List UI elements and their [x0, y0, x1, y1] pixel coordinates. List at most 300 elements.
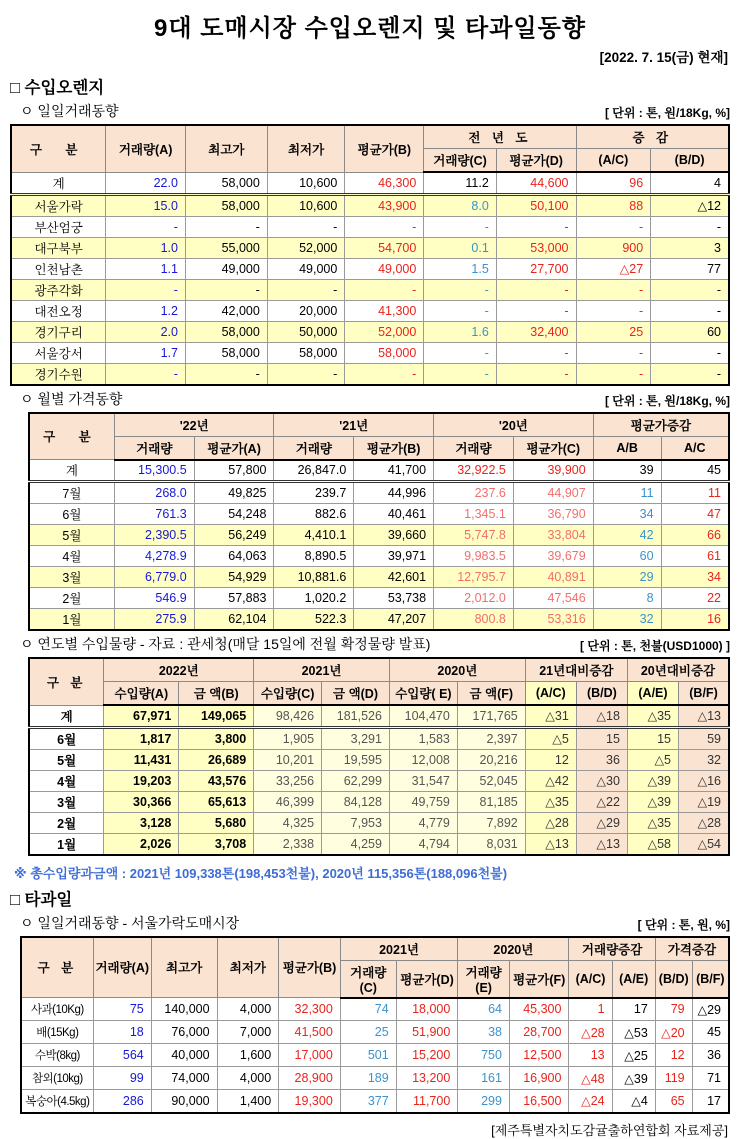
- table-cell: 52,000: [267, 237, 345, 258]
- table-cell: 18: [93, 1021, 151, 1044]
- table-cell: -: [106, 279, 186, 300]
- table-cell: -: [496, 363, 576, 385]
- table-cell: 90,000: [151, 1090, 217, 1113]
- table-cell: 4,000: [217, 998, 279, 1021]
- table-cell: -: [651, 279, 729, 300]
- table-cell: 12,795.7: [434, 567, 514, 588]
- header-high-price: 최고가: [151, 937, 217, 998]
- table-cell: 12,500: [509, 1044, 568, 1067]
- daily-subtitle: ㅇ 일일거래동향: [20, 103, 119, 119]
- yearly-import-table: [28, 657, 730, 856]
- table-cell: △35: [525, 791, 576, 812]
- row-label: 배(15Kg): [21, 1021, 93, 1044]
- header-b-over-d: (B/D): [651, 149, 729, 173]
- table-cell: 28,900: [279, 1067, 341, 1090]
- table-cell: 1.6: [424, 321, 497, 342]
- table-cell: 900: [576, 237, 651, 258]
- table-cell: 11: [661, 482, 729, 504]
- table-cell: -: [651, 342, 729, 363]
- table-cell: -: [267, 363, 345, 385]
- table-cell: 39,660: [354, 525, 434, 546]
- table-row: [21, 998, 729, 1021]
- table-cell: 8,890.5: [274, 546, 354, 567]
- header-a-over-b: A/B: [593, 436, 661, 460]
- yearly-unit-label: [ 단위 : 톤, 천불(USD1000) ]: [580, 639, 730, 653]
- table-cell: 1: [569, 998, 612, 1021]
- monthly-table-header: [29, 413, 729, 460]
- yearly-subtitle: ㅇ 연도별 수입물량 - 자료 : 관세청(매달 15일에 전월 확정물량 발표): [20, 636, 431, 652]
- table-cell: 1,020.2: [274, 588, 354, 609]
- table-cell: 39: [593, 460, 661, 482]
- table-cell: △28: [569, 1021, 612, 1044]
- table-cell: △27: [576, 258, 651, 279]
- table-cell: 98,426: [254, 705, 322, 727]
- table-row: [29, 460, 729, 482]
- table-cell: 140,000: [151, 998, 217, 1021]
- header-qty-c: 거래량(C): [424, 149, 497, 173]
- table-cell: 36,790: [513, 504, 593, 525]
- table-cell: 4,325: [254, 812, 322, 833]
- table-cell: 1.0: [106, 237, 186, 258]
- table-row: [29, 609, 729, 631]
- table-cell: 1.5: [424, 258, 497, 279]
- table-cell: 16,900: [509, 1067, 568, 1090]
- table-cell: 59: [679, 727, 729, 749]
- table-cell: -: [496, 300, 576, 321]
- header-low-price: 최저가: [217, 937, 279, 998]
- table-cell: 6,779.0: [114, 567, 194, 588]
- table-cell: 275.9: [114, 609, 194, 631]
- row-label: 참외(10kg): [21, 1067, 93, 1090]
- table-cell: 800.8: [434, 609, 514, 631]
- table-cell: 2,390.5: [114, 525, 194, 546]
- table-cell: 58,000: [185, 194, 267, 216]
- fruits-table-body: [21, 998, 729, 1113]
- table-cell: 47: [661, 504, 729, 525]
- header-avg-d: 평균가(D): [496, 149, 576, 173]
- table-cell: 88: [576, 194, 651, 216]
- table-cell: -: [424, 363, 497, 385]
- table-cell: -: [496, 279, 576, 300]
- table-cell: 60: [651, 321, 729, 342]
- row-label: 3월: [29, 791, 104, 812]
- table-cell: -: [651, 300, 729, 321]
- table-cell: 11: [593, 482, 661, 504]
- table-cell: △35: [627, 705, 678, 727]
- table-cell: 19,595: [322, 749, 390, 770]
- table-cell: 34: [661, 567, 729, 588]
- table-row: [29, 567, 729, 588]
- table-cell: 761.3: [114, 504, 194, 525]
- table-cell: 1.1: [106, 258, 186, 279]
- row-label: 계: [11, 172, 106, 194]
- table-cell: 2,338: [254, 833, 322, 855]
- table-cell: 45,300: [509, 998, 568, 1021]
- table-cell: 53,738: [354, 588, 434, 609]
- table-cell: -: [576, 342, 651, 363]
- table-cell: -: [345, 216, 424, 237]
- table-cell: 161: [458, 1067, 510, 1090]
- table-cell: 19,300: [279, 1090, 341, 1113]
- table-cell: 5,680: [179, 812, 254, 833]
- table-cell: 46,399: [254, 791, 322, 812]
- table-cell: 58,000: [345, 342, 424, 363]
- table-cell: 16,500: [509, 1090, 568, 1113]
- table-cell: 62,104: [194, 609, 274, 631]
- header-qty: 거래량: [114, 436, 194, 460]
- yearly-table-header: [29, 658, 729, 705]
- table-cell: △5: [525, 727, 576, 749]
- row-label: 2월: [29, 812, 104, 833]
- header-avg-c: 평균가(C): [513, 436, 593, 460]
- table-cell: 52,000: [345, 321, 424, 342]
- table-cell: 1,905: [254, 727, 322, 749]
- table-cell: 12: [655, 1044, 692, 1067]
- table-cell: -: [345, 279, 424, 300]
- table-row: [29, 727, 729, 749]
- row-label: 7월: [29, 482, 114, 504]
- header-avg-d: 평균가(D): [396, 960, 458, 998]
- table-cell: △28: [679, 812, 729, 833]
- header-qty-a: 거래량(A): [106, 125, 186, 172]
- row-label: 서울가락: [11, 194, 106, 216]
- table-cell: 3,128: [104, 812, 179, 833]
- table-cell: 32,922.5: [434, 460, 514, 482]
- table-row: [29, 749, 729, 770]
- table-cell: 39,679: [513, 546, 593, 567]
- table-cell: 10,201: [254, 749, 322, 770]
- table-cell: 181,526: [322, 705, 390, 727]
- table-cell: △12: [651, 194, 729, 216]
- table-row: [21, 1044, 729, 1067]
- table-cell: 1,583: [389, 727, 457, 749]
- header-qty-change: 거래량증감: [569, 937, 655, 961]
- table-cell: 11.2: [424, 172, 497, 194]
- table-row: [29, 705, 729, 727]
- header-qty-e: 거래량(E): [458, 960, 510, 998]
- header-change-vs-21: 21년대비증감: [525, 658, 627, 682]
- table-cell: 20,000: [267, 300, 345, 321]
- table-cell: △19: [679, 791, 729, 812]
- table-cell: 4: [651, 172, 729, 194]
- table-cell: 62,299: [322, 770, 390, 791]
- table-cell: 2.0: [106, 321, 186, 342]
- table-cell: △54: [679, 833, 729, 855]
- table-cell: 36: [576, 749, 627, 770]
- table-cell: △20: [655, 1021, 692, 1044]
- header-category: 구 분: [21, 937, 93, 998]
- header-avg-price-change: 평균가증감: [593, 413, 729, 437]
- table-cell: 43,900: [345, 194, 424, 216]
- table-cell: 1,817: [104, 727, 179, 749]
- row-label: 대구북부: [11, 237, 106, 258]
- header-qty: 거래량: [434, 436, 514, 460]
- table-cell: △4: [612, 1090, 655, 1113]
- row-label: 부산엄궁: [11, 216, 106, 237]
- table-cell: -: [267, 216, 345, 237]
- table-cell: 29: [593, 567, 661, 588]
- daily-subtitle-row: [10, 101, 730, 121]
- table-cell: 55,000: [185, 237, 267, 258]
- table-cell: -: [345, 363, 424, 385]
- table-cell: 40,000: [151, 1044, 217, 1067]
- section-imported-orange: □ 수입오렌지: [10, 79, 105, 97]
- row-label: 계: [29, 460, 114, 482]
- yearly-table-body: [29, 705, 729, 855]
- table-row: [11, 321, 729, 342]
- table-row: [11, 216, 729, 237]
- daily-table-body: [11, 172, 729, 385]
- table-cell: 56,249: [194, 525, 274, 546]
- table-cell: △25: [612, 1044, 655, 1067]
- table-cell: 26,847.0: [274, 460, 354, 482]
- table-row: [11, 300, 729, 321]
- table-cell: 43,576: [179, 770, 254, 791]
- row-label: 대전오정: [11, 300, 106, 321]
- monthly-subtitle-row: [10, 389, 730, 409]
- table-cell: 2,012.0: [434, 588, 514, 609]
- row-label: 광주각화: [11, 279, 106, 300]
- table-row: [11, 279, 729, 300]
- table-cell: △5: [627, 749, 678, 770]
- header-amount-b: 금 액(B): [179, 682, 254, 706]
- header-qty: 거래량: [274, 436, 354, 460]
- table-cell: 22.0: [106, 172, 186, 194]
- row-label: 1월: [29, 833, 104, 855]
- table-cell: 96: [576, 172, 651, 194]
- table-cell: 40,461: [354, 504, 434, 525]
- table-cell: 12,008: [389, 749, 457, 770]
- table-cell: △58: [627, 833, 678, 855]
- row-label: 5월: [29, 749, 104, 770]
- header-qty-a: 거래량(A): [93, 937, 151, 998]
- table-row: [11, 237, 729, 258]
- table-cell: 65,613: [179, 791, 254, 812]
- table-cell: -: [576, 300, 651, 321]
- table-cell: 28,700: [509, 1021, 568, 1044]
- section-other-fruits: □ 타과일: [10, 890, 73, 909]
- table-cell: 38: [458, 1021, 510, 1044]
- table-row: [29, 525, 729, 546]
- table-cell: 9,983.5: [434, 546, 514, 567]
- table-cell: 44,996: [354, 482, 434, 504]
- row-label: 5월: [29, 525, 114, 546]
- table-cell: 57,883: [194, 588, 274, 609]
- row-label: 사과(10Kg): [21, 998, 93, 1021]
- table-cell: 3,291: [322, 727, 390, 749]
- table-cell: 2,026: [104, 833, 179, 855]
- header-import-a: 수입량(A): [104, 682, 179, 706]
- row-label: 2월: [29, 588, 114, 609]
- table-cell: 15,300.5: [114, 460, 194, 482]
- table-row: [11, 258, 729, 279]
- table-cell: -: [424, 216, 497, 237]
- header-b-over-d: (B/D): [655, 960, 692, 998]
- table-cell: -: [424, 279, 497, 300]
- header-import-e: 수입량( E): [389, 682, 457, 706]
- table-cell: 16: [661, 609, 729, 631]
- table-cell: 49,000: [267, 258, 345, 279]
- table-cell: 11,700: [396, 1090, 458, 1113]
- row-label: 4월: [29, 546, 114, 567]
- data-provider-footer: [제주특별자치도감귤출하연합회 자료제공]: [491, 1122, 728, 1138]
- table-cell: 22: [661, 588, 729, 609]
- table-cell: 286: [93, 1090, 151, 1113]
- table-row: [29, 791, 729, 812]
- table-cell: 522.3: [274, 609, 354, 631]
- table-cell: 7,000: [217, 1021, 279, 1044]
- table-cell: 33,256: [254, 770, 322, 791]
- header-a-over-c: (A/C): [576, 149, 651, 173]
- table-cell: 39,971: [354, 546, 434, 567]
- header-year-2021: 2021년: [254, 658, 390, 682]
- table-cell: 299: [458, 1090, 510, 1113]
- table-cell: 4,410.1: [274, 525, 354, 546]
- header-high-price: 최고가: [185, 125, 267, 172]
- table-cell: 60: [593, 546, 661, 567]
- row-label: 1월: [29, 609, 114, 631]
- header-import-c: 수입량(C): [254, 682, 322, 706]
- table-cell: 149,065: [179, 705, 254, 727]
- table-cell: -: [106, 363, 186, 385]
- table-cell: 58,000: [267, 342, 345, 363]
- header-avg-b: 평균가(B): [354, 436, 434, 460]
- table-cell: 377: [340, 1090, 396, 1113]
- header-qty-c: 거래량(C): [340, 960, 396, 998]
- table-cell: 0.1: [424, 237, 497, 258]
- table-cell: 7,892: [457, 812, 525, 833]
- table-cell: 36: [692, 1044, 729, 1067]
- header-a-over-e: (A/E): [627, 682, 678, 706]
- table-cell: 237.6: [434, 482, 514, 504]
- header-year-21: '21년: [274, 413, 434, 437]
- table-cell: △39: [612, 1067, 655, 1090]
- daily-trading-table: [10, 124, 730, 386]
- table-cell: 64,063: [194, 546, 274, 567]
- row-label: 3월: [29, 567, 114, 588]
- monthly-unit-label: [ 단위 : 톤, 원/18Kg, %]: [604, 393, 730, 408]
- header-a-over-c: (A/C): [569, 960, 612, 998]
- table-cell: 79: [655, 998, 692, 1021]
- table-cell: 1.7: [106, 342, 186, 363]
- table-cell: 49,759: [389, 791, 457, 812]
- table-cell: 32,400: [496, 321, 576, 342]
- monthly-subtitle: ㅇ 월별 가격동향: [20, 390, 123, 407]
- table-cell: 54,700: [345, 237, 424, 258]
- table-cell: 13,200: [396, 1067, 458, 1090]
- fruits-subtitle-row: [10, 913, 730, 933]
- header-avg-b: 평균가(B): [345, 125, 424, 172]
- table-row: [21, 1021, 729, 1044]
- table-row: [29, 546, 729, 567]
- header-category: 구 분: [11, 125, 106, 172]
- table-cell: -: [576, 363, 651, 385]
- report-date: [2022. 7. 15(금) 현재]: [599, 50, 728, 65]
- table-cell: △39: [627, 791, 678, 812]
- table-cell: 5,747.8: [434, 525, 514, 546]
- table-cell: 8,031: [457, 833, 525, 855]
- table-cell: 52,045: [457, 770, 525, 791]
- table-row: [29, 770, 729, 791]
- table-cell: 45: [692, 1021, 729, 1044]
- table-cell: 40,891: [513, 567, 593, 588]
- table-cell: 27,700: [496, 258, 576, 279]
- page-title: 9대 도매시장 수입오렌지 및 타과일동향: [154, 15, 586, 42]
- table-cell: 64: [458, 998, 510, 1021]
- table-cell: △16: [679, 770, 729, 791]
- table-cell: -: [185, 363, 267, 385]
- table-cell: △22: [576, 791, 627, 812]
- table-cell: 42: [593, 525, 661, 546]
- table-cell: 25: [340, 1021, 396, 1044]
- table-cell: 13: [569, 1044, 612, 1067]
- table-cell: 3,708: [179, 833, 254, 855]
- table-cell: 750: [458, 1044, 510, 1067]
- table-cell: -: [496, 216, 576, 237]
- table-cell: △18: [576, 705, 627, 727]
- table-cell: -: [267, 279, 345, 300]
- table-cell: -: [106, 216, 186, 237]
- table-row: [29, 588, 729, 609]
- row-label: 6월: [29, 504, 114, 525]
- table-cell: 4,779: [389, 812, 457, 833]
- table-cell: 42,601: [354, 567, 434, 588]
- table-cell: 84,128: [322, 791, 390, 812]
- header-avg-f: 평균가(F): [509, 960, 568, 998]
- row-label: 경기수원: [11, 363, 106, 385]
- table-cell: 41,300: [345, 300, 424, 321]
- table-row: [29, 482, 729, 504]
- table-cell: 31,547: [389, 770, 457, 791]
- table-cell: 58,000: [185, 321, 267, 342]
- table-row: [29, 833, 729, 855]
- table-cell: 15: [576, 727, 627, 749]
- fruits-subtitle: ㅇ 일일거래동향 - 서울가락도매시장: [20, 914, 240, 931]
- table-cell: 1,600: [217, 1044, 279, 1067]
- row-label: 4월: [29, 770, 104, 791]
- table-cell: 3,800: [179, 727, 254, 749]
- monthly-table-body: [29, 460, 729, 631]
- table-cell: 7,953: [322, 812, 390, 833]
- daily-unit-label: [ 단위 : 톤, 원/18Kg, %]: [604, 106, 730, 120]
- table-cell: △29: [576, 812, 627, 833]
- table-row: [11, 194, 729, 216]
- table-cell: △30: [576, 770, 627, 791]
- header-change-vs-20: 20년대비증감: [627, 658, 729, 682]
- table-cell: -: [576, 216, 651, 237]
- table-cell: 882.6: [274, 504, 354, 525]
- fruits-unit-label: [ 단위 : 톤, 원, %]: [637, 917, 730, 932]
- table-cell: 1,345.1: [434, 504, 514, 525]
- table-cell: 50,100: [496, 194, 576, 216]
- table-cell: 54,248: [194, 504, 274, 525]
- table-cell: △39: [627, 770, 678, 791]
- table-cell: 44,600: [496, 172, 576, 194]
- row-label: 6월: [29, 727, 104, 749]
- table-cell: △29: [692, 998, 729, 1021]
- header-category: 구 분: [29, 413, 114, 460]
- table-cell: 119: [655, 1067, 692, 1090]
- table-cell: 1,400: [217, 1090, 279, 1113]
- table-cell: 189: [340, 1067, 396, 1090]
- header-prev-year: 전 년 도: [424, 125, 576, 149]
- header-a-over-c: (A/C): [525, 682, 576, 706]
- table-cell: 104,470: [389, 705, 457, 727]
- table-cell: 39,900: [513, 460, 593, 482]
- table-cell: 61: [661, 546, 729, 567]
- table-cell: 58,000: [185, 342, 267, 363]
- table-cell: 57,800: [194, 460, 274, 482]
